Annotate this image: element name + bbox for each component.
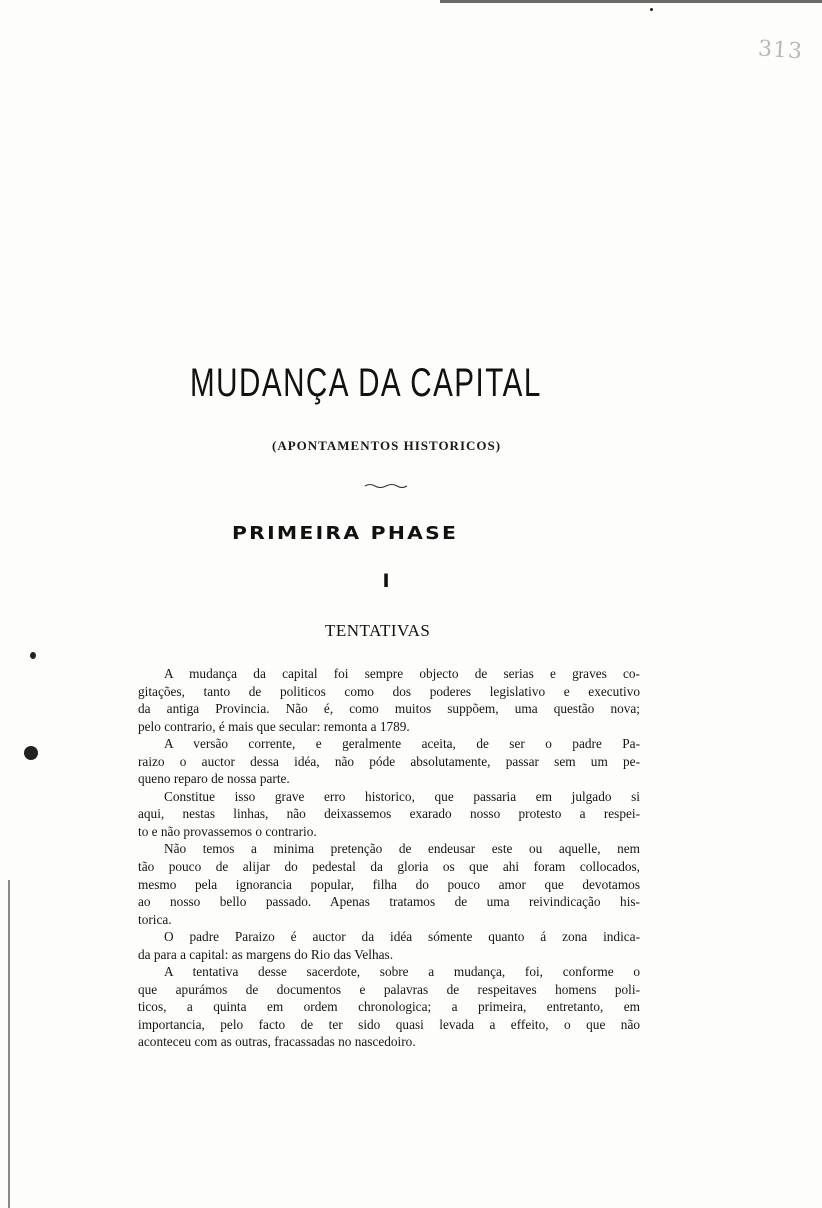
document-subtitle: (APONTAMENTOS HISTORICOS) (272, 438, 502, 453)
text-line: A versão corrente, e geralmente aceita, de ser o padre Pa- (164, 736, 640, 752)
ornament-divider-icon (364, 482, 408, 488)
text-line: torica. (138, 911, 172, 927)
text-line: aqui, nestas linhas, não deixassemos exarado nosso protesto a respei- (138, 806, 640, 822)
scan-speck (24, 746, 38, 760)
chapter-numeral: I (382, 570, 390, 592)
text-line: ao nosso bello passado. Apenas tratamos de uma reivindicação his- (138, 894, 640, 910)
scan-edge-left (8, 880, 10, 1208)
text-line: da antiga Provincia. Não é, como muitos suppõem, uma questão nova; (138, 701, 640, 717)
scan-speck (30, 652, 36, 659)
phase-heading: PRIMEIRA PHASE (232, 523, 459, 544)
text-line: A tentativa desse sacerdote, sobre a mudança, foi, conforme o (164, 964, 640, 980)
text-line: queno reparo de nossa parte. (138, 771, 290, 787)
text-line: Constitue isso grave erro historico, que passaria em julgado si (164, 788, 640, 804)
section-title: TENTATIVAS (325, 621, 431, 640)
text-line: que apurámos de documentos e palavras de respeitaves homens poli- (138, 981, 640, 997)
folio-number: 313 (757, 36, 804, 65)
text-line: ticos, a quinta em ordem chronologica; a primeira, entretanto, em (138, 999, 640, 1015)
document-title: MUDANÇA DA CAPITAL (190, 361, 542, 405)
scan-speck (650, 8, 653, 11)
text-line: mesmo pela ignorancia popular, filha do pouco amor que devotamos (138, 876, 640, 892)
text-line: tão pouco de alijar do pedestal da gloria os que ahi foram collocados, (138, 859, 640, 875)
scan-edge-top (440, 0, 822, 3)
text-line: importancia, pelo facto de ter sido quasi levada a effeito, o que não (138, 1016, 640, 1032)
body-text (138, 665, 640, 1051)
text-line: pelo contrario, é mais que secular: remonta a 1789. (138, 718, 410, 734)
text-line: Não temos a minima pretenção de endeusar este ou aquelle, nem (164, 841, 640, 857)
text-line: A mudança da capital foi sempre objecto de serias e graves co- (164, 666, 640, 681)
text-line: da para a capital: as margens do Rio das Velhas. (138, 946, 394, 962)
text-line: to e não provassemos o contrario. (138, 823, 317, 839)
text-line: gitações, tanto de politicos como dos poderes legislativo e executivo (138, 683, 640, 699)
text-line: O padre Paraizo é auctor da idéa sómente quanto á zona indica- (164, 929, 640, 945)
text-line: aconteceu com as outras, fracassadas no nascedoiro. (138, 1034, 416, 1050)
text-line: raizo o auctor dessa idéa, não póde absolutamente, passar sem um pe- (138, 753, 640, 769)
